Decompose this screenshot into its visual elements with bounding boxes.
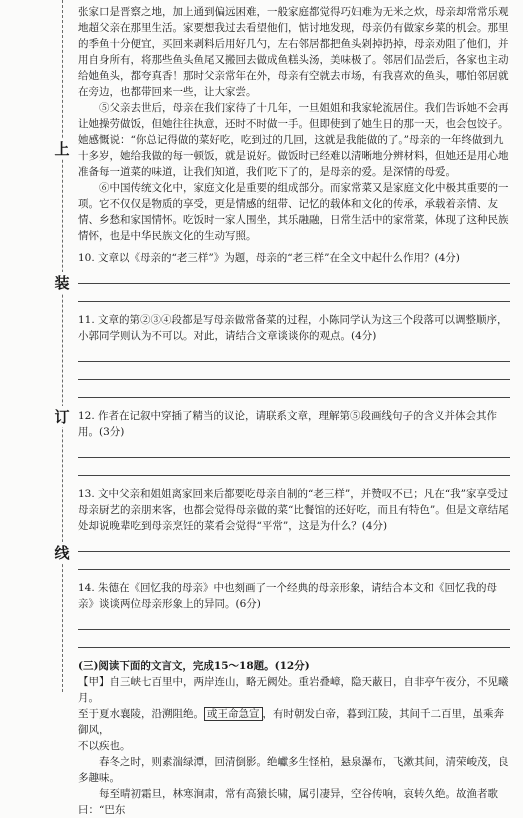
question-11 [78,312,510,398]
answer-line[interactable] [78,442,510,458]
margin-char-shang: 上 [51,138,73,159]
answer-line[interactable] [78,382,510,398]
question-14-text: 14. 朱德在《回忆我的母亲》中也刻画了一个经典的母亲形象，请结合本文和《回忆我的母亲》谈谈两位母亲形象上的异同。(6分) [78,582,498,610]
answer-line[interactable] [78,614,510,630]
exam-page-content [78,4,510,818]
answer-line[interactable] [78,364,510,380]
classical-text-jia-line-5: 每至晴初霜旦，林寒涧肃，常有高猿长啸，属引凄异，空谷传响，哀转久绝。故渔者歌曰：“巴东 [78,788,498,816]
passage-paragraph-6: ⑥中国传统文化中，家庭文化是重要的组成部分。而家常菜又是家庭文化中极其重要的一项。它不仅仅是物质的享受，更是情感的纽带、记忆的载体和文化的传承，承载着亲情、友情、乡愁和家国情怀。吃饭时一家人围坐，其乐融融，日常生活中的家常菜，体现了这种民族情怀，也是中华民族文化的生动写照。 [78,182,509,242]
classical-text-jia-line-3: 不以疾也。 [78,740,131,752]
question-14 [78,580,510,648]
passage-paragraph-1: 张家口是晋察之地，加上通到偏远困难，一般家庭都觉得巧妇难为无米之炊，母亲却常常乐观地超父亲在那里生活。家要想我过去看望他们，惦讨地发现，母亲仍有做家乡菜的机会。那里的季鱼十分便宜，买回来剥料后用好几勺，左右邻居都把鱼头剁掉扔掉，母亲劝阻了他们，并用自身所有，将那些鱼头鱼尾又搬回去做成鱼糕头汤，美味极了。邻居们品尝后，各家也主动给她鱼头，都夸真香！那时父亲常年在外，母亲有空就去市场，有我喜欢的鱼头，哪怕邻居就在旁边，也都带回来一些，让大家尝。 [78,6,509,98]
jia-line-2-end: ，有时朝发白帝，暮到江陵，其间千二百里，虽乘奔御风， [78,708,504,736]
answer-line[interactable] [78,554,510,570]
jia-line-2-start: 至于夏水襄陵，沿溯阻绝。 [78,708,204,720]
margin-char-ding: 订 [51,406,73,427]
binding-dashed-line [62,0,63,692]
question-10 [78,250,510,302]
question-12 [78,408,510,476]
classical-text-jia-line-4: 春冬之时，则素湍绿潭，回清倒影。绝巘多生怪柏，悬泉瀑布，飞漱其间，清荣峻茂，良多趣味。 [78,756,509,784]
question-13 [78,486,510,570]
question-13-text: 13. 文中父亲和姐姐离家回来后都要吃母亲自制的“老三样”，并赞叹不已；凡在“我”家享受过母亲厨艺的亲朋来客，也都会觉得母亲做的菜“比餐馆的还好吃，而且有特色”。但是文章结尾处却说晚辈吃到母亲烹饪的菜肴会觉得“平常”，这是为什么？(4分) [78,488,509,532]
answer-line[interactable] [78,346,510,362]
section-3-title: (三)阅读下面的文言文，完成15～18题。(12分) [78,660,310,672]
boxed-phrase: 或王命急宣 [204,707,263,721]
classical-text-jia-line-2 [78,706,510,738]
passage-paragraph-5: ⑤父亲去世后，母亲在我们家待了十几年，一旦姐姐和我家轮流居住。我们告诉她不会再让她操劳做饭，但她往往执意，还时不时做一手。但即使到了她生日的那一天，也会包饺子。她感慨说：“你总记得做的菜好吃，吃到过的几回，这就是我能做的了。”母亲的一年终做到九十多岁，她给我做的每一顿饭，就是说好。做饭时已经难以清晰地分辨材料，但她还是用心地准备每一道菜的味道，让我们知道，我们吃下了的，是母亲的爱。是深情的母爱。 [78,102,509,178]
margin-char-xian: 线 [51,542,73,563]
answer-line[interactable] [78,536,510,552]
classical-text-jia-line-1: 【甲】自三峡七百里中，两岸连山，略无阙处。重岩叠嶂，隐天蔽日，自非亭午夜分，不见曦月。 [78,676,509,704]
question-11-text: 11. 文章的第②③④段都是写母亲做常备菜的过程，小陈同学认为这三个段落可以调整顺序，小郭同学则认为不可以。对此，请结合文章谈谈你的观点。(4分) [78,314,508,342]
answer-line[interactable] [78,268,510,284]
answer-line[interactable] [78,286,510,302]
answer-line[interactable] [78,460,510,476]
question-12-text: 12. 作者在记叙中穿插了精当的议论，请联系文章，理解第⑤段画线句子的含义并体会其作用。(3分) [78,410,498,438]
answer-line[interactable] [78,632,510,648]
question-10-text: 10. 文章以《母亲的“老三样”》为题，母亲的“老三样”在全文中起什么作用？(4分) [78,252,460,264]
margin-char-zhuang: 装 [51,272,73,293]
